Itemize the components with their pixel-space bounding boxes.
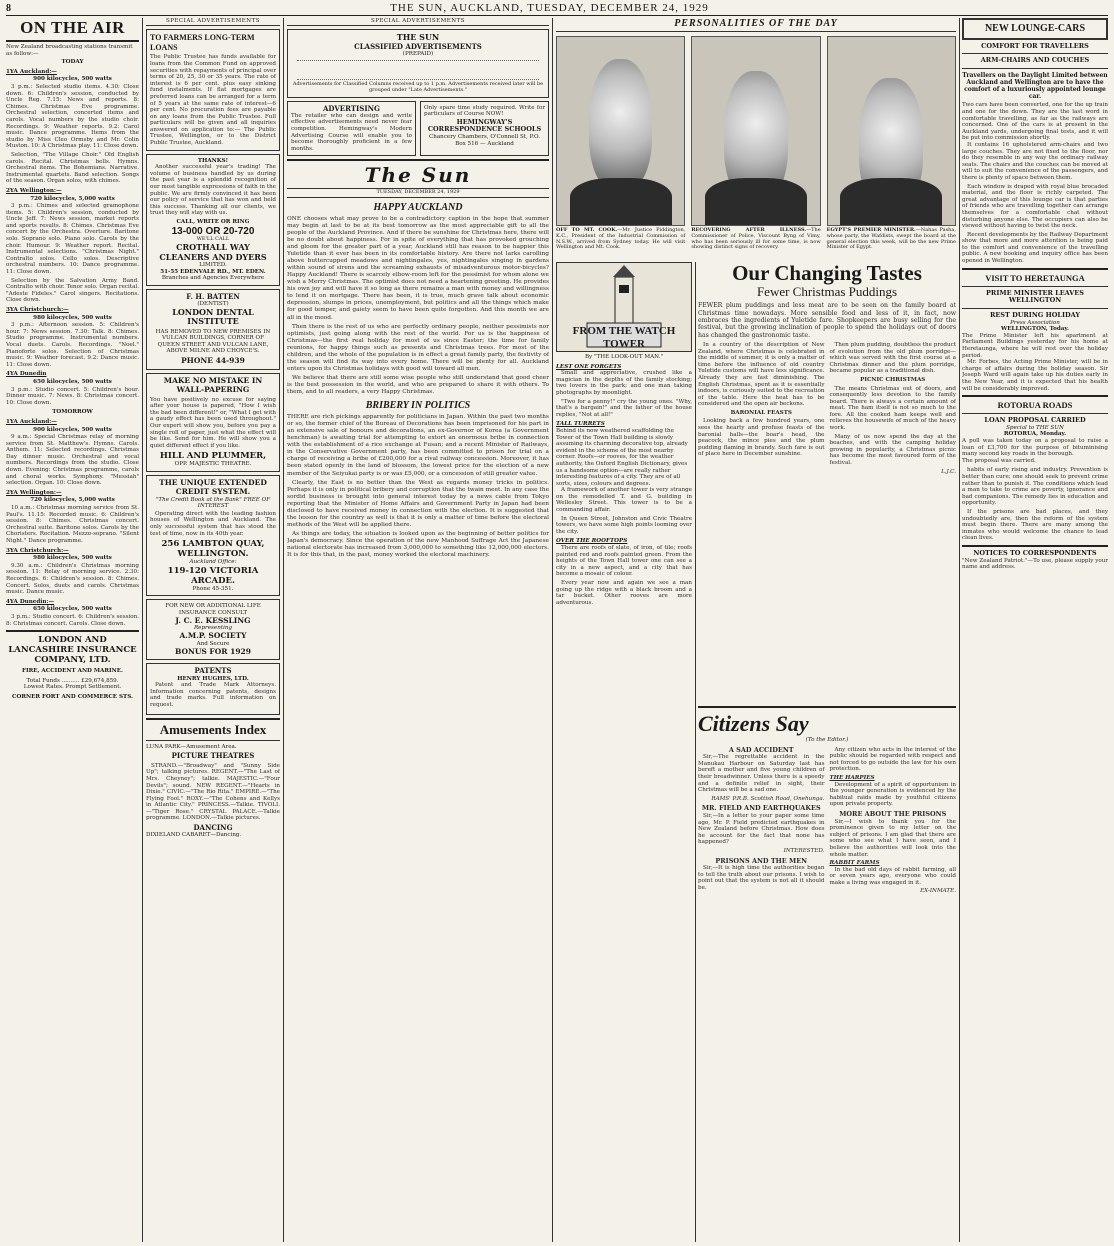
citizens-say-section: Citizens Say (To the Editor.) A SAD ACCIDENT Sir,—The regrettable accident in the Manukau Harbour on Saturday last has bereft a mother and five young children of their breadwinner. Unless there is a speedy and a definite relief in sight, their Christmas will be a sad one. RAMS' P.R.B. Scottish Road, Onehunga. MR. FIELD AND EARTHQUAKES Sir,—In a letter to your paper some time ago, Mr. P. Field predicted earthquakes in New Zealand before Christmas. How does he account for the fact that none has happened? INTERESTED. PRISONS AND THE MEN Sir,—It is high time the authorities began to tell the truth about our prisons. I wish to point out that the system is not all it should be. Any citizen who acts in the interest of the public should be regarded with respect and not forced to go outside the law for his own protection. THE HARPIES Development of a spirit of opportunism in the younger generation is evidenced by the habitual raids made by youthful citizens upon private property. MORE ABOUT THE PRISONS Sir,—I wish to thank you for the prominence given to my letter on the subject of prisons. I am glad that there are some who see what I have seen, and I believe the authorities will look into the whole matter. RABBIT FARMS In the bad old days of rabbit farming, all or seven years ago, everyone who could make a living was engaged in it. EX-INMATE. — [698, 706, 956, 1242]
station-2ya: 2YA Wellington:— — [6, 187, 62, 194]
advertising-title: ADVERTISING — [322, 103, 381, 113]
crothall-name: CROTHALL WAY CLEANERS AND DYERS — [159, 242, 267, 262]
rest-press-assoc: Press Association — [1010, 319, 1060, 326]
caption-text-2: The Commissioner of Police, Viscount Byng of Vimy, who has been seriously ill for some time, is now showing distinct signs of recovery. — [691, 226, 821, 251]
kessling-and: And Secure — [196, 640, 230, 647]
station-4ya-power: 650 kilocycles, 500 watts — [33, 378, 112, 385]
patents-title: PATENTS — [194, 666, 232, 676]
station-4ya-tomorrow: 4YA Dunedin:— — [6, 598, 55, 605]
on-the-air-intro: New Zealand broadcasting stations transmit as follow:— — [6, 44, 133, 57]
letter-field-earthquakes: MR. FIELD AND EARTHQUAKES — [701, 804, 821, 813]
ad-crothall: THANKS! Another successful year's trading! The volume of business handled by us during the past year is a splendid recognition of our most tangible expressions of faith in the public. We are firmly convinced it has been our policy of service that has won and held this success. Thanking all our clients, we trust they will stay with us. CALL, WRITE OR RING 13-000 OR 20-720 WE'LL CALL CROTHALL WAY CLEANERS AND DYERS LIMITED. 51-55 EDENVALE RD., MT. EDEN. Branches and Agencies Everywhere — [146, 154, 280, 286]
loan-special: Special to THE SUN — [1006, 424, 1064, 431]
watch-tower-title: FROM THE WATCH TOWER — [572, 325, 676, 350]
ad-batten — [146, 289, 280, 370]
letter-more-prisons-sign: EX-INMATE. — [920, 888, 956, 895]
on-the-air-column: ON THE AIR New Zealand broadcasting stations transmit as follow:— TODAY 1YA Auckland:— 900 kilocycles, 500 watts 3 p.m.: Selected studio items. 4.30: Close down. 6: Children's session, conducted by Uncle Reg. 7.15: News and reports. 8: Chimes. Christmas Eve programme. Orchestral selection, concerted items and carols. Vocal numbers by the studio choir. Recordings. 9: Weather reports. 9.2: Carol music. Dance programme. Items from the studio by Miss Cleo Ormsby and Mr. Colin Muston. 10: A Christmas play. 11: Close down. Selection, "The Village Choir." Old English carols. Recital. Christmas bells. Hymns. Orchestral items. The Bohemians. Narrative. Instrumental quartets. Band selection. Songs of the season. Organ solos, with chimes. 2YA Wellington:— 720 kilocycles, 5,000 watts 3 p.m.: Chimes and selected gramophone items. 5: Children's session, conducted by Uncle Jeff. 7: News session, market reports and sports results. 8: Chimes. Christmas Eve concert by the Orchestra. Overture. Baritone solo. Soprano solo. Piano solo. Carols by the choir. Humour. 9: Weather report. Recital. Instrumental selections. "Christmas Night." Contralto solos. Cello solos. Descriptive orchestral numbers. 10: Dance programme. 11: Close down. Selection by the Salvation Army Band. Contralto with choir. Tenor solo. Organ recital. "Adeste Fideles." Carol singers. Recitations. Close down. 3YA Christchurch:— 980 kilocycles, 500 watts 3 p.m.: Afternoon session. 5: Children's hour. 7: News session. 7.30: Talk. 8: Chimes. Studio programme. Instrumental numbers. Vocal duets. Carols. Recordings. "Noel." Pianoforte solos. Selection of Christmas music. 9: Weather forecast. 9.2: Dance music. 11: Close down. 4YA Dunedin 650 kilocycles, 500 watts 3 p.m.: Studio concert. 5: Children's hour. Dinner music. 7: News. 8: Christmas concert. 10: Close down. TOMORROW 1YA Auckland:— 900 kilocycles, 500 watts 9 a.m.: Special Christmas relay of morning service from St. Matthew's. Hymns. Carols. Anthem. 11: Selected recordings. Christmas Day dinner music. Orchestral and vocal numbers. Recordings from the studio. Close down. Evening: Christmas programme, carols and choral works. Symphony. "Messiah" selection. Organ. 10: Close down. 2YA Wellington:— 720 kilocycles, 5,000 watts 10 a.m.: Christmas morning service from St. Paul's. 11.15: Recorded music. 6: Children's session. 8: Chimes. Christmas concert. Orchestral suite. Baritone solos. Carols by the Choristers. Recitation. Mezzo-soprano. "Silent Night." Dance programme. 3YA Christchurch:— 980 kilocycles, 500 watts 9.30 a.m.: Children's Christmas morning session. 11: Relay of morning service. 2.30: Recordings. 6: Children's session. 8: Chimes. Concert. Solos, duets and carols. Christmas music. Dance music. 4YA Dunedin:— 650 kilocycles, 500 watts 3 p.m.: Studio concert. 6: Children's session. 8: Christmas concert. Carols. Close down. LONDON AND LANCASHIRE INSURANCE COMPANY, LTD. FIRE, ACCIDENT AND MARINE. Total Funds .......... £29,674,859. Lowest Rates. Prompt Settlement. CORNER FORT AND COMMERCE STS. — [6, 18, 139, 700]
special-ads-header: SPECIAL ADVERTISEMENTS — [146, 18, 280, 26]
call-label: CALL, WRITE OR RING — [176, 219, 250, 226]
personality-nahas: EGYPT'S PREMIER MINISTER.—Nahas Pasha, whose party, the Wafdists, swept the board at the general election this week, will be the new Prime Minister of Egypt. — [827, 36, 956, 252]
bribery-body: THERE are rich pickings apparently for politicians in Japan. Within the past two months or so, the former chief of the Bureau of Decorations has been imprisoned for his part in an extensive sale of honours and decorations, an ex-Governor of Korea (a Government henchman) is awaiting trial for attempting to extort an enormous bribe in connection with the establishment of a rice exchange at Fusan; and a recent Minister of Railways, in the Conservative Government party, has been committed to prison for trial on a charge of receiving a bribe of £200,000 for a rival railway concession. Moreover, it has been stated openly in the land of blossom, the lowest price for the election of a new member of the Seiyukai party is or was £5,000, or a concession of still greater value. — [287, 414, 549, 477]
patents-name: HENRY HUGHES, LTD. — [177, 675, 249, 682]
crothall-address: 51-55 EDENVALE RD., MT. EDEN. — [160, 268, 266, 275]
section-over-the-rooftops: OVER THE ROOFTOPS — [556, 538, 628, 545]
station-1ya: 1YA Auckland:— — [6, 68, 57, 75]
hemingway-body: Only spare time study required. Write for particulars of Course NOW! — [424, 104, 545, 118]
credit-address-auckland: 119-120 VICTORIA ARCADE. — [167, 565, 259, 586]
loan-dateline: ROTORUA, Monday. — [1003, 431, 1067, 438]
credit-auckland-label: Auckland Office: — [189, 559, 237, 566]
letter-field-sign: INTERESTED. — [783, 847, 825, 854]
kessling-lead: FOR NEW OR ADDITIONAL LIFE INSURANCE CONSULT — [165, 603, 261, 617]
station-2ya-tomorrow-power: 720 kilocycles, 5,000 watts — [30, 497, 115, 504]
special-ads-column — [146, 18, 280, 1242]
batten-role: (DENTIST) — [197, 301, 229, 308]
hemingway-name: HEMINGWAY'S CORRESPONDENCE SCHOOLS — [427, 117, 542, 134]
visit-heretaunga-title: VISIT TO HERETAUNGA — [985, 272, 1085, 283]
mistake-body: You have positively no excuse for saying after your house is papered, "How I wish the bad been different!" or, "What I get with a gaudy effect has been used throughout." Our expert will show you, before you pay a single roll of paper, just what the effect will be like. Send for him. He will show you a quiet different effect if you like. — [150, 396, 276, 449]
ad-insurance-sub: FIRE, ACCIDENT AND MARINE. — [22, 668, 123, 675]
happy-auckland-body: ONE chooses what may prove to be a contradictory caption in the hope that summer may begin at last to be at its best tomorrow as the most appreciable gift to all the people of the Auckland Province. And if there be sunshine for Christmas here, there will be no doubt about happiness. For in spite of everything that has provoked grouching and gloom for the greater part of a year, Auckland still has reason to be happier this Yuletide than it ever has been in its comfortable history. Are there not larks carolling above buttercupped meadows and nightingales, yes, nightingales singing in gardens within sound of sirens and the screaming exhausts of misadventurous motor-bicycles? Happy Auckland! There is scarcely elbow-room left for the pessimist for whom alone we wish a Merry Christmas. The optimist does not need a heartening greeting. He provides his own joy and will have it so long as there remains a man with money and willingness to lend it on mortgage. There has been, it is true, much grave talk about economic depression, slumps in prices, unemployment, but politics and all the things which make for good temper, and gaiety seem to have been quite forgotten. And this month we are all in the mood. — [287, 215, 549, 321]
loan-proposal-title: LOAN PROPOSAL CARRIED — [984, 416, 1086, 425]
station-3ya-tomorrow-power: 980 kilocycles, 500 watts — [33, 555, 112, 562]
station-3ya: 3YA Christchurch:— — [6, 307, 69, 314]
caption-lead-2: RECOVERING AFTER ILLNESS. — [691, 226, 807, 233]
editorial-dateline: TUESDAY, DECEMBER 24, 1929 — [287, 188, 549, 198]
crothall-branches: Branches and Agencies Everywhere — [161, 275, 265, 282]
section-lest-one-forgets: LEST ONE FORGETS — [556, 363, 622, 370]
loans-body: The Public Trustee has funds available for loans from the Common Fund on approved securities with repayments of principal over terms of 20, 25, 30 or 35 years. The rate of interest is 6 per cent. plus easy sinking fund instalments. If flat mortgages are preferred loans can be arranged for a term of 5 years at the same rate of interest—6 per cent. No procuration fees are payable on any loans from the Public Trustee. Full particulars will be given and all inquiries answered on application to:— The Public Trustee, Wellington, or to the District Public Trustee, Auckland. — [150, 54, 276, 147]
loans-title: TO FARMERS LONG-TERM LOANS — [150, 33, 255, 52]
letter-sad-accident: A SAD ACCIDENT — [728, 745, 794, 754]
hill-plummer: HILL AND PLUMMER, — [159, 451, 267, 462]
batten-phone: PHONE 44-939 — [181, 356, 245, 366]
bribery-title: BRIBERY IN POLITICS — [365, 400, 471, 412]
classified-box — [287, 29, 549, 97]
lounge-sub1: COMFORT FOR TRAVELLERS — [981, 41, 1089, 50]
phone-numbers: 13-000 OR 20-720 — [171, 225, 255, 237]
phones-sub: WE'LL CALL — [196, 236, 230, 243]
ad-wall-papering — [146, 373, 280, 472]
caption-lead-1: OFF TO MT. COOK. — [556, 226, 618, 233]
today-label: TODAY — [61, 59, 84, 66]
lounge-cars-box — [962, 18, 1108, 40]
notices-body: "New Zealand Patriot."—To use, please supply your name and address. — [962, 557, 1108, 571]
ad-insurance-funds: Total Funds .......... £29,674,859. — [26, 677, 119, 684]
tomorrow-label: TOMORROW — [52, 409, 93, 416]
personality-byng: RECOVERING AFTER ILLNESS.—The Commissioner of Police, Viscount Byng of Vimy, who has been seriously ill for some time, is now showing distinct signs of recovery. — [691, 36, 820, 252]
pm-leaves-title: PRIME MINISTER LEAVES WELLINGTON — [986, 288, 1084, 305]
editorial-column: SPECIAL ADVERTISEMENTS THE SUN CLASSIFIED ADVERTISEMENTS (PREPAID) Advertisements for Classified Columns received up to 1 p.m. Advertisements received later will be grouped under "Late Advertisements." ADVERTISING The retailer who can design and write effective advertisements need never fear competition. Hemingway's Modern Advertising Course will enable you to become thoroughly proficient in a few months. Only spare time study required. Write for particulars of Course NOW! HEMINGWAY'S CORRESPONDENCE SCHOOLS Chancery Chambers, O'Connell St, P.O. Box 516 — Auckland The Sun TUESDAY, DECEMBER 24, 1929 HAPPY AUCKLAND ONE chooses what may prove to be a contradictory caption in the hope that summer may begin at last to be at its best tomorrow as the most appreciable gift to all the people of the Auckland Province. And if there be sunshine for Christmas here, there will be no doubt about happiness. For in spite of everything that has provoked grouching and gloom for the greater part of a year, Auckland still has reason to be happier this Yuletide than it ever has been in its comfortable history. Are there not larks carolling above buttercupped meadows and nightingales, yes, nightingales singing in gardens within sound of sirens and the screaming exhausts of misadventurous motor-bicycles? Happy Auckland! There is scarcely elbow-room left for the pessimist for whom alone we wish a Merry Christmas. The optimist does not need a heartening greeting. He provides his own joy and will have it so long as there remains a man with money and willingness to lend it on mortgage. There has been, it is true, much grave talk about economic depression, slumps in prices, unemployment, but politics and all the things which make for good temper, and gaiety seem to have been quite forgotten. And this month we are all in the mood. Then there is the rest of us who are perfectly ordinary people, neither pessimists nor optimists, just going along with the rest of the world. For us is the happiness of Christmas—the first real holiday for most of us since Easter; the time for family reunions, for happy things such as presents and Christmas trees. For most of the children, and the whole of the population is in effect a great family party, the festivity of the season will find its way into every home. There will be plenty for all. Auckland enters upon its Christmas holidays with good will toward all men. We believe that there are still some wise people who still understand that good cheer is the best possession in the world, and who are prepared to share it with others. To them, and to all readers, a very Happy Christmas. BRIBERY IN POLITICS THERE are rich pickings apparently for politicians in Japan. Within the past two months or so, the former chief of the Bureau of Decorations has been imprisoned for his part in an extensive sale of honours and decorations, an ex-Governor of Korea (a Government henchman) is awaiting trial for attempting to extort an enormous bribe in connection with the establishment of a rice exchange at Fusan; and a recent Minister of Railways, in the Conservative Government party, has been committed to prison for trial on a charge of receiving a bribe of £200,000 for a rival railway concession. Moreover, it has been stated openly in the land of blossom, the lowest price for the election of a new member of the Seiyukai party is or was £5,000, or a concession of still greater value. Clearly, the East is no better than the West as regards money tricks in politics. Perhaps it is only in political bribery and corruption that the twain meet. In any case the sordid business is brought into general interest today by a news cable from Tokyo reporting that the Minister of Home Affairs and Government Party in Japan had been disclosed to have received money in connection with the election. It is suggested that the lesson for the country as well is that it is only a matter of time before the electoral methods of the West will be applied there. As things are today, the situation is looked upon as the beginning of better politics for Japan's democracy. Since the operation of the new Manhood Suffrage Act the Japanese national electorate has increased from 3,000,000 to something like 12,000,000 electors. It is for this that, in the past, money worked the electoral machinery. — [287, 18, 549, 559]
batten-name: F. H. BATTEN — [186, 291, 240, 301]
caption-text-3: Nahas Pasha, whose party, the Wafdists, swept the board at the general election this week, will be the new Prime Minister of Egypt. — [826, 226, 956, 251]
loan-carried: The proposal was carried. — [962, 457, 1036, 464]
rabbit-label: RABBIT FARMS — [829, 860, 880, 867]
kessling-society: A.M.P. SOCIETY — [179, 631, 247, 641]
classified-paper: THE SUN — [396, 32, 440, 43]
dancing-label: DANCING — [193, 823, 233, 833]
rotorua-title: ROTORUA ROADS — [997, 400, 1073, 411]
harpies-label: THE HARPIES — [829, 774, 875, 781]
credit-tagline: "The Credit Book at the Bank" FREE OF INTEREST — [155, 496, 271, 510]
tastes-title: Our Changing Tastes — [732, 262, 922, 285]
amusements-index: Amusements Index LUNA PARK—Amusement Area. PICTURE THEATRES STRAND.—"Broadway" and "Sunny Side Up"; talking pictures. REGENT.—"The Last of Mrs. Cheyney"; talkie. MAJESTIC.—"Four Devils"; sound. NEW REGENT.—"Hearts in Dixie." CIVIC.—"The Rio Rita." EMPIRE.—"The Flying Fool." ROXY.—"The Cohens and Kellys in Atlantic City." PRINCESS.—Talkie. TIVOLI.—"Tiger Rose." CRYSTAL PALACE.—Talkie programme. LONDON.—Talkie pictures. DANCING DIXIELAND CABARET—Dancing. — [146, 718, 280, 839]
lounge-sub2: ARM-CHAIRS AND COUCHES — [980, 56, 1090, 65]
watch-tower-byline: By "THE LOOK-OUT MAN." — [584, 354, 664, 360]
on-the-air-title: ON THE AIR — [6, 18, 139, 42]
citizens-subtitle: (To the Editor.) — [805, 736, 849, 743]
tastes-baronial: BARONIAL FEASTS — [730, 409, 792, 416]
credit-title: THE UNIQUE EXTENDED CREDIT SYSTEM. — [159, 477, 267, 496]
right-column: NEW LOUNGE-CARS COMFORT FOR TRAVELLERS ARM-CHAIRS AND COUCHES Travellers on the Daylight Limited between Auckland and Wellington are to have the comfort of a luxuriously appointed lounge car. Two cars have been converted, one for the up train and one for the down. They are the last word in comfortable travelling, as far as the railways are concerned. One of the cars is at present in the Auckland yards, undergoing final tests, and it will be put into commission shortly. It contains 16 upholstered arm-chairs and two large couches. They are not fixed to the floor, nor do they resemble in any way the ordinary railway seats. The chairs and the couches can be moved at will to suit the convenience of the passengers, and there is plenty of space between them. Each window is draped with royal blue brocaded material, and the floor is richly carpeted. The great advantage of this lounge car is that parties of friends who are travelling together can arrange themselves for a comfortable chat without disturbing anyone else. The occupiers can also be viewed without having to twist the neck. Recent developments by the Railway Department show that more and more attention is being paid to the comfort and convenience of the travelling public. A new booking and inquiry office has been opened in Wellington. VISIT TO HERETAUNGA PRIME MINISTER LEAVES WELLINGTON REST DURING HOLIDAY Press Association WELLINGTON, Today. The Prime Minister left his apartment at Parliament Buildings yesterday for his home at Heretaunga, where he will rest over the holiday period. Mr. Forbes, the Acting Prime Minister, will be in charge of affairs during the holiday season. Sir Joseph Ward will again take up his duties early in the New Year, and it is expected that his health will be considerably improved. ROTORUA ROADS LOAN PROPOSAL CARRIED Special to THE SUN ROTORUA, Monday. A poll was taken today on a proposal to raise a loan of £3,700 for the purpose of bituminising many second key roads in the borough. The proposal was carried. habits of early rising and industry. Prevention is better than cure; one should seek to prevent crime rather than to punish it. The conditions which lead a man to take to crime are poverty, ignorance and bad companions. The remedy lies in education and opportunity. If the prisons are bad places, and they undoubtedly are, then the reform of the system must begin there. There are many among the inmates who would welcome the chance to lead clean lives. NOTICES TO CORRESPONDENTS "New Zealand Patriot."—To use, please supply your name and address. — [962, 18, 1108, 1242]
tastes-picnic: PICNIC CHRISTMAS — [860, 376, 926, 383]
ad-patents: PATENTS HENRY HUGHES, LTD. Patent and Trade Mark Attorneys. Information concerning patents, designs and trade marks. Full information on request. — [146, 663, 280, 714]
credit-phone: Phone 45-351. — [192, 585, 234, 592]
changing-tastes-section: Our Changing Tastes Fewer Christmas Puddings FEWER plum puddings and less meat are to be seen on the family board at Christmas time nowadays. More sensible food and less of it, in fact, now embraces the ingredients of Yuletide fare. Shopkeepers are busy selling for the festival, but the growing inclination of people to spend the holidays out of doors has changed the gastronomic taste. In a country of the description of New Zealand, where Christmas is celebrated in the middle of summer, it is only a matter of time before the influence of old country Yuletide customs will have less significance. Already they are fast diminishing. The English Christmas, spent as it is essentially indoors, is curiously suited to the recreation of the table. Here the heat has to be considered and the open air beckons. BARONIAL FEASTS Looking back a few hundred years, one sees the hearty and profuse feasts of the baronial halls—the boar's head, the peacock, the mince pies and the plum pudding flaming in brandy. Such fare is out of place here in December sunshine. Then plum pudding, doubtless the product of evolution from the old plum porridge—which was served with the first course at a Christmas dinner and the plum porridge, became popular as a traditional dish. PICNIC CHRISTMAS The means Christmas out of doors, and consequently less devotion to the family board. There is always a certain amount of meat. The ham itself is not so much to the fore. All the cooked ham keeps well and relieves the housewife of much of the heavy work. Many of us now spend the day at the beaches, and with the camping holiday growing in popularity, a Christmas picnic has become the most favoured form of the festival. L.J.C. — [698, 262, 956, 475]
batten-clinic: LONDON DENTAL INSTITUTE — [172, 306, 254, 327]
personalities-section — [556, 18, 956, 258]
lounge-cars-header: NEW LOUNGE-CARS — [984, 23, 1086, 34]
watch-tower-body: Behind its now weathered scaffolding the Tower of the Town Hall building is slowly assuming its charming decorative top, already evident in the scheme of the most nearby corner. Roofs—or rooves, for the weather authority, the Oxford English Dictionary, gives us a handsome option—are really rather interesting features of a city. They are of all sorts, sizes, colours and degrees. — [556, 427, 688, 487]
station-1ya-power: 900 kilocycles, 500 watts — [33, 76, 112, 83]
dixieland: DIXIELAND CABARET—Dancing. — [146, 832, 242, 839]
classified-header: SPECIAL ADVERTISEMENTS — [287, 18, 549, 26]
loan-body: A poll was taken today on a proposal to raise a loan of £3,700 for the purpose of bituminising many second key roads in the borough. — [962, 438, 1108, 458]
batten-body: HAS REMOVED TO NEW PREMISES IN VULCAN BUILDINGS, CORNER OF QUEEN STREET AND VULCAN LANE, ABOVE MILNE AND CHOYCE'S. — [155, 328, 271, 355]
station-1ya-tomorrow: 1YA Auckland:— — [6, 418, 57, 425]
ad-credit-system: THE UNIQUE EXTENDED CREDIT SYSTEM. "The Credit Book at the Bank" FREE OF INTEREST Operating direct with the leading fashion houses of Wellington and Auckland. The only successful system that has stood the test of time, now in its 40th year. 256 LAMBTON QUAY, WELLINGTON. Auckland Office: 119-120 VICTORIA ARCADE. Phone 45-351. — [146, 475, 280, 597]
ad-insurance-corner: CORNER FORT AND COMMERCE STS. — [12, 693, 133, 700]
rest-dateline: WELLINGTON, Today. — [1001, 326, 1069, 333]
tastes-subtitle: Fewer Christmas Puddings — [756, 284, 898, 300]
kessling-name: J. C. E. KESSLING — [175, 615, 251, 625]
station-3ya-power: 980 kilocycles, 500 watts — [33, 314, 112, 321]
ad-long-term-loans — [146, 29, 280, 150]
rest-body: The Prime Minister left his apartment at Parliament Buildings yesterday for his home at Heretaunga, where he will rest over the holiday period. — [962, 332, 1108, 359]
citizens-title: Citizens Say — [698, 711, 809, 736]
station-3ya-tomorrow: 3YA Christchurch:— — [6, 547, 69, 554]
caption-lead-3: EGYPT'S PREMIER MINISTER. — [826, 226, 916, 233]
lounge-lede: Travellers on the Daylight Limited between Auckland and Wellington are to have the comfort of a luxuriously appointed lounge car. — [962, 72, 1108, 101]
masthead-title: THE SUN, AUCKLAND, TUESDAY, DECEMBER 24, 1929 — [390, 2, 709, 15]
personalities-header: PERSONALITIES OF THE DAY — [556, 18, 956, 32]
kessling-rep: Representing — [193, 625, 233, 632]
rest-holiday-title: REST DURING HOLIDAY — [989, 311, 1081, 319]
portrait-byng — [691, 36, 820, 226]
personality-piddington: OFF TO MT. COOK.—Mr. Justice Piddington, K.C., President of the Industrial Commission of N.S.W., arrived from Sydney today. He will visit Wellington and Mt. Cook. — [556, 36, 685, 252]
station-4ya-tomorrow-power: 650 kilocycles, 500 watts — [33, 606, 112, 613]
letter-prisons-men: PRISONS AND THE MEN — [715, 856, 808, 865]
crothall-sub: LIMITED. — [199, 262, 227, 269]
letter-sad-accident-sign: RAMS' P.R.B. Scottish Road, Onehunga. — [711, 795, 825, 802]
tastes-body: FEWER plum puddings and less meat are to be seen on the family board at Christmas time nowadays. More sensible food and less of it, in fact, now embraces the ingredients of Yuletide fare. Shopkeepers are busy selling for the festival, but the growing inclination of people to spend the holidays out of doors has changed the gastronomic taste. — [698, 302, 956, 339]
letter-more-prisons: MORE ABOUT THE PRISONS — [839, 809, 947, 818]
classified-footer: Advertisements for Classified Columns received up to 1 p.m. Advertisements received later will be grouped under "Late Advertisements." — [292, 80, 544, 93]
station-4ya: 4YA Dunedin — [6, 371, 47, 378]
kessling-bonus: BONUS FOR 1929 — [174, 646, 251, 656]
amusements-title: Amusements Index — [159, 721, 267, 737]
hill-plummer-sub: OPP. MAJESTIC THEATRE. — [174, 461, 252, 468]
classified-title: CLASSIFIED ADVERTISEMENTS — [354, 41, 482, 51]
ad-kessling — [146, 599, 280, 660]
mistake-title: MAKE NO MISTAKE IN WALL-PAPERING — [163, 375, 263, 394]
picture-theatres: PICTURE THEATRES — [171, 751, 255, 761]
watch-tower-logo — [556, 262, 692, 352]
page-number: 8 — [6, 2, 11, 14]
happy-auckland-title: HAPPY AUCKLAND — [373, 201, 463, 213]
notices-title: NOTICES TO CORRESPONDENTS — [973, 548, 1097, 557]
hemingway-ad — [287, 101, 549, 157]
ad-insurance-settle: Lowest Rates. Prompt Settlement. — [23, 684, 122, 691]
thanks-title: THANKS! — [197, 157, 229, 164]
caption-text-1: Mr. Justice Piddington, K.C., President of the Industrial Commission of N.S.W., arrived from Sydney today. He will visit Wellington and Mt. Cook. — [556, 226, 686, 251]
classified-subtitle: (PREPAID) — [402, 51, 434, 58]
credit-address-wellington: 256 LAMBTON QUAY, WELLINGTON. — [161, 539, 265, 560]
section-tall-turrets: TALL TURRETS — [556, 421, 605, 428]
hemingway-address: Chancery Chambers, O'Connell St, P.O. Box 516 — Auckland — [428, 134, 541, 147]
advertising-body: The retailer who can design and write effective advertisements need never fear competition. Hemingway's Modern Advertising Course will enable you to become thoroughly proficient in a few months. — [291, 112, 412, 152]
portrait-nahas — [827, 36, 956, 226]
amusements-luna: LUNA PARK—Amusement Area. — [146, 743, 237, 750]
station-2ya-tomorrow: 2YA Wellington:— — [6, 489, 62, 496]
watch-tower-column: FROM THE WATCH TOWER By "THE LOOK-OUT MAN." LEST ONE FORGETS Small and appreciative, crushed like a magician in the depths of the family stocking; two lovers in the park; and one man taking photographs by moonlight. "Two for a penny!" cry the young ones. "Why, that's a bargain!" and the father of the house replies, "Not at all!" TALL TURRETS Behind its now weathered scaffolding the Tower of the Town Hall building is slowly assuming its charming decorative top, already evident in the scheme of the most nearby corner. Roofs—or rooves, for the weather authority, the Oxford English Dictionary, gives us a handsome option—are really rather interesting features of a city. They are of all sorts, sizes, colours and degrees. A framework of another tower is very strange on the remodelled T. and G. building in Wellesley Street. This tower is to be a commanding affair. In Queen Street, Johnston and Civic Theatre towers, we have some high points looming over the city. OVER THE ROOFTOPS There are roofs of slate, of iron, of tile; roofs painted red and roofs painted green. From the heights of the Town Hall tower one can see a city in a new aspect, and a city that has become a mosaic of colour. Every year now and again we see a man going up the ridge with a black broom and a tar bucket. Other rooves are more adventurous. — [556, 262, 692, 1242]
station-1ya-tomorrow-power: 900 kilocycles, 500 watts — [33, 426, 112, 433]
tastes-signoff: L.J.C. — [941, 468, 956, 475]
lounge-body: Two cars have been converted, one for the up train and one for the down. They are the last word in comfortable travelling, as far as the railways are concerned. One of the cars is at present in the Auckland yards, undergoing final tests, and it will be put into commission shortly. — [962, 102, 1108, 142]
ad-insurance-name: LONDON AND LANCASHIRE INSURANCE COMPANY, LTD. — [8, 635, 137, 666]
masthead — [6, 2, 1108, 16]
portrait-piddington — [556, 36, 685, 226]
station-2ya-power: 720 kilocycles, 5,000 watts — [30, 195, 115, 202]
sun-nameplate: The Sun — [364, 163, 472, 188]
